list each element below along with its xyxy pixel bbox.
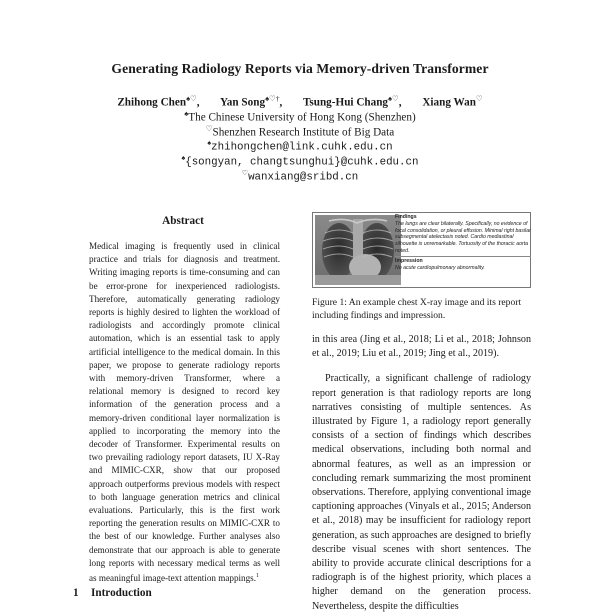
author-list: Zhihong Chen♠♡, Yan Song♠♡†, Tsung-Hui Chang♠♡, Xiang Wan♡ <box>117 94 483 109</box>
affiliation-mark: ♠ <box>184 109 189 118</box>
report-divider <box>395 256 531 257</box>
affiliation-text: The Chinese University of Hong Kong (Shenzhen) <box>188 111 416 124</box>
email-1 <box>0 139 600 154</box>
affiliation-1 <box>0 109 600 124</box>
affiliation-mark: ♡ <box>205 124 213 133</box>
paper-title: Generating Radiology Reports via Memory-driven Transformer <box>111 61 489 76</box>
paragraph: in this area (Jing et al., 2018; Li et al., 2018; Johnson et al., 2019; Liu et al., 2019; Jing et al., 2019). <box>312 334 531 360</box>
footnote-mark: 1 <box>256 573 259 580</box>
email-mark: ♡ <box>241 169 249 177</box>
figure-caption: Figure 1: An example chest X-ray image and its report including findings and impression. <box>312 297 522 322</box>
abstract-text: Medical imaging is frequently used in clinical practice and trials for diagnosis and treatment. Writing imaging reports is time-consuming and can be error-prone for inexperienced radiologists. Therefore, automatically generating radiology reports is highly desired to lighten the workload of radiologists and accordingly promote clinical automation, which is an essential task to apply artificial intelligence to the medical domain. In this paper, we propose to generate radiology reports with memory-driven Transformer, where a relational memory is designed to record key information of the generation process and a memory-driven conditional layer normalization is applied to incorporating the memory into the decoder of Transformer. Experimental results on two prevailing radiology report datasets, IU X-Ray and MIMIC-CXR, show that our proposed approach outperforms previous models with respect to both language generation metrics and clinical evaluations. Particularly, this is the first work reporting the generation results on MIMIC-CXR to the best of our knowledge. Further analyses also demonstrate that our approach is able to generate long reports with necessary medical terms as well as meaningful image-text attention mappings. <box>89 241 280 584</box>
author-marks: ♠♡† <box>265 94 280 103</box>
author-marks: ♡ <box>475 94 483 103</box>
affiliation-text: Shenzhen Research Institute of Big Data <box>212 126 395 139</box>
impression-text: No acute cardiopulmonary abnormality. <box>395 264 485 271</box>
affiliation-2 <box>0 124 600 139</box>
findings-label: Findings <box>395 214 417 220</box>
right-column-text <box>312 333 531 614</box>
email-text: zhihongchen@link.cuhk.edu.cn <box>211 141 393 154</box>
paragraph: Practically, a significant challenge of radiology report generation is that radiology reports are long narratives consisting of multiple sentences. As illustrated by Figure 1, a radiology report generally consists of a section of findings which describes medical observations, including both normal and abnormal features, as well as an impression or concluding remark summarizing the most prominent observations. Therefore, applying conventional image captioning approaches (Vinyals et al., 2015; Anderson et al., 2018) may be insufficient for radiology report generation, as such approaches are designed to briefly describe visual scenes with short sentences. The ability to provide accurate clinical descriptions for a radiograph is of the highest priority, which places a higher demand on the generation process. Nevertheless, despite the difficulties <box>312 373 531 612</box>
author-name: Yan Song <box>219 96 266 109</box>
section-number: 1 <box>73 587 79 599</box>
author-name: Zhihong Chen <box>117 96 187 109</box>
impression-label: Impression <box>395 257 423 264</box>
author-name: Xiang Wan <box>422 96 476 109</box>
section-heading <box>73 587 152 599</box>
findings-text: The lungs are clear bilaterally. Specifically, no evidence of focal consolidation, or pleural effusion. Minimal right basilar subsegmental atelectasis noted. Cardio mediastinal silhouette is unremarkable. Tortuosity of the thoracic aorta noted. <box>395 220 531 254</box>
author-marks: ♠♡ <box>388 94 399 103</box>
email-3 <box>0 169 600 184</box>
report-panel <box>395 214 531 271</box>
abstract-heading: Abstract <box>162 215 204 227</box>
abstract-body <box>89 240 280 585</box>
section-title: Introduction <box>91 587 152 599</box>
email-text: wanxiang@sribd.cn <box>248 171 359 184</box>
author-marks: ♠♡ <box>186 94 197 103</box>
figure-1 <box>312 212 531 288</box>
email-text: {songyan, changtsunghui}@cuhk.edu.cn <box>185 156 419 169</box>
email-2 <box>0 154 600 169</box>
email-mark: ♠ <box>181 154 186 162</box>
author-name: Tsung-Hui Chang <box>302 96 389 109</box>
chest-xray-image <box>315 215 401 285</box>
email-mark: ♠ <box>207 139 212 147</box>
